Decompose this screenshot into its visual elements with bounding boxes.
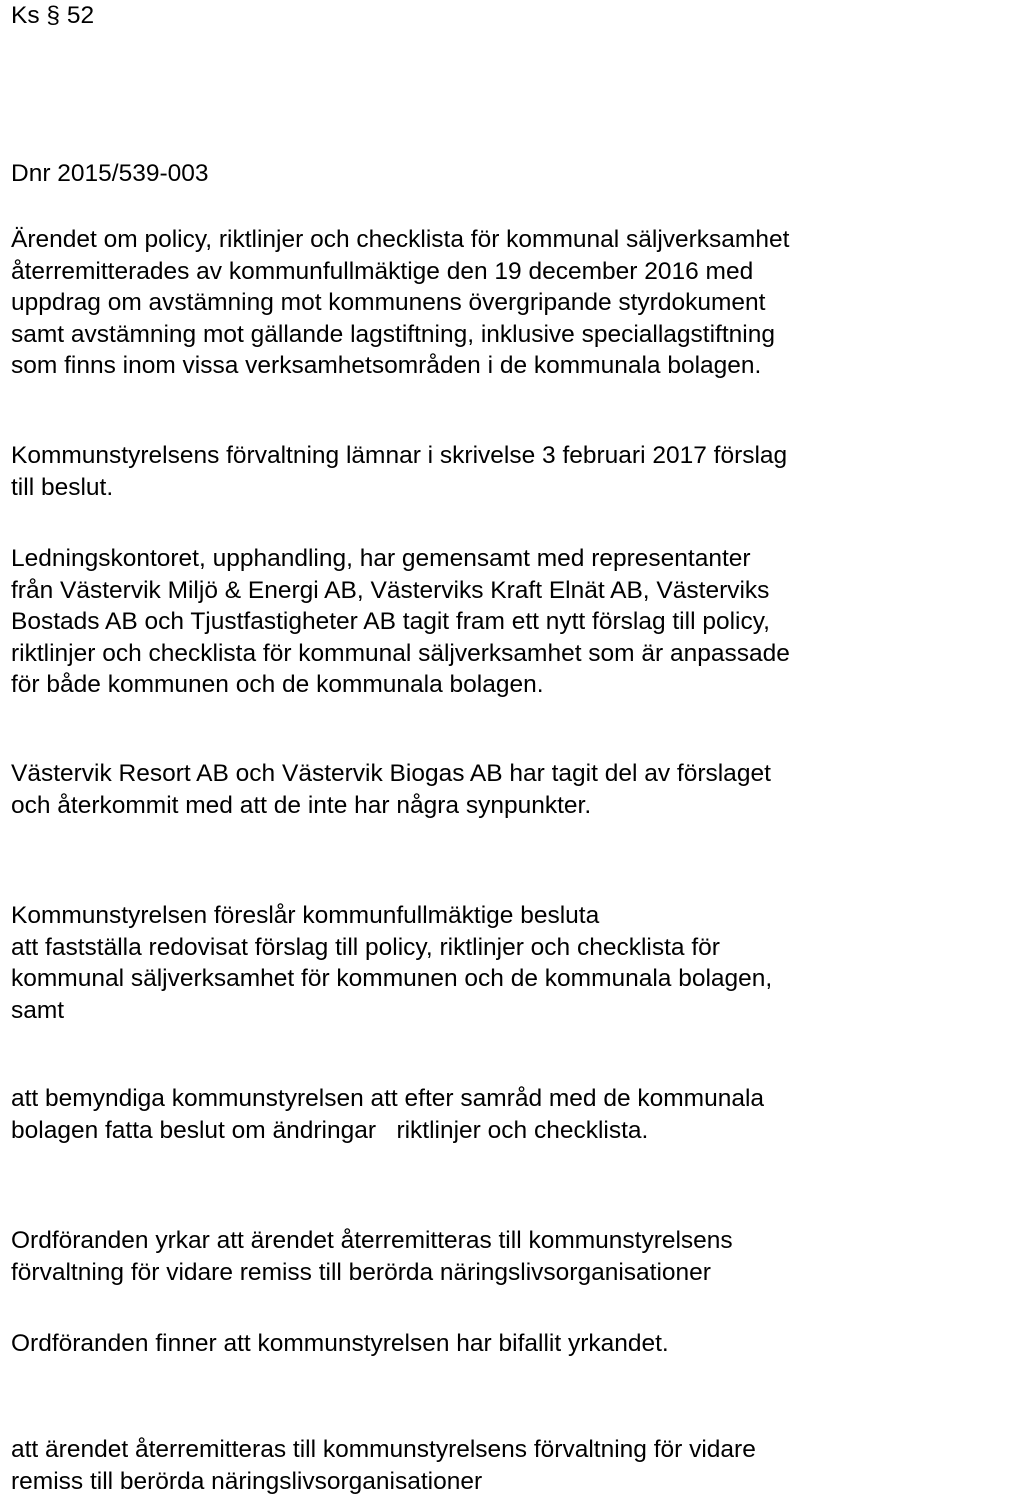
paragraph-board-proposal xyxy=(11,900,1016,1026)
paragraph-decision xyxy=(11,1434,1016,1497)
paragraph-proposal-submitted xyxy=(11,440,1016,503)
text-line: som finns inom vissa verksamhetsområden i de kommunala bolagen. xyxy=(11,352,762,379)
text-line: bolagen fatta beslut om ändringar riktlinjer och checklista. xyxy=(11,1116,649,1144)
paragraph-resort-biogas xyxy=(11,758,1016,821)
text-line: kommunal säljverksamhet för kommunen och de kommunala bolagen, xyxy=(11,965,773,992)
text-line: Ledningskontoret, upphandling, har gemensamt med representanter xyxy=(11,545,751,572)
paragraph-background xyxy=(11,224,1016,382)
text-line: Västervik Resort AB och Västervik Biogas AB har tagit del av förslaget xyxy=(11,760,771,787)
text-line: för både kommunen och de kommunala bolagen. xyxy=(11,671,544,698)
text-line: riktlinjer och checklista för kommunal säljverksamhet som är anpassade xyxy=(11,639,790,667)
section-number: Ks § 52 xyxy=(11,2,95,29)
text-line: från Västervik Miljö & Energi AB, Västerviks Kraft Elnät AB, Västerviks xyxy=(11,576,770,604)
text-line: Kommunstyrelsen föreslår kommunfullmäktige besluta xyxy=(11,902,600,929)
text-line: att fastställa redovisat förslag till policy, riktlinjer och checklista för xyxy=(11,933,720,961)
text-line: Bostads AB och Tjustfastigheter AB tagit fram ett nytt förslag till policy, xyxy=(11,608,770,635)
paragraph-chair-finding xyxy=(11,1328,1016,1360)
text-line: till beslut. xyxy=(11,473,114,501)
text-line: återremitterades av kommunfullmäktige den 19 december 2016 med xyxy=(11,257,754,285)
text-line: Kommunstyrelsens förvaltning lämnar i skrivelse 3 februari 2017 förslag xyxy=(11,442,788,469)
text-line: samt xyxy=(11,996,65,1024)
text-line: Ordföranden yrkar att ärendet återremitteras till kommunstyrelsens xyxy=(11,1227,733,1254)
text-line: att bemyndiga kommunstyrelsen att efter samråd med de kommunala xyxy=(11,1085,765,1112)
case-reference xyxy=(11,158,1016,190)
text-line: och återkommit med att de inte har några synpunkter. xyxy=(11,791,592,819)
text-line: uppdrag om avstämning mot kommunens övergripande styrdokument xyxy=(11,289,766,316)
text-line: förvaltning för vidare remiss till berörda näringslivsorganisationer xyxy=(11,1258,711,1286)
dnr-number: Dnr 2015/539-003 xyxy=(11,160,209,187)
text-line: Ordföranden finner att kommunstyrelsen har bifallit yrkandet. xyxy=(11,1330,669,1357)
text-line: att ärendet återremitteras till kommunstyrelsens förvaltning för vidare xyxy=(11,1436,756,1463)
text-line: samt avstämning mot gällande lagstiftning, inklusive speciallagstiftning xyxy=(11,320,775,348)
text-line: Ärendet om policy, riktlinjer och checklista för kommunal säljverksamhet xyxy=(11,226,790,253)
paragraph-chair-motion xyxy=(11,1225,1016,1288)
text-line: remiss till berörda näringslivsorganisationer xyxy=(11,1467,483,1495)
paragraph-new-proposal xyxy=(11,543,1016,701)
section-header xyxy=(11,0,1016,32)
paragraph-authorize xyxy=(11,1083,1016,1146)
